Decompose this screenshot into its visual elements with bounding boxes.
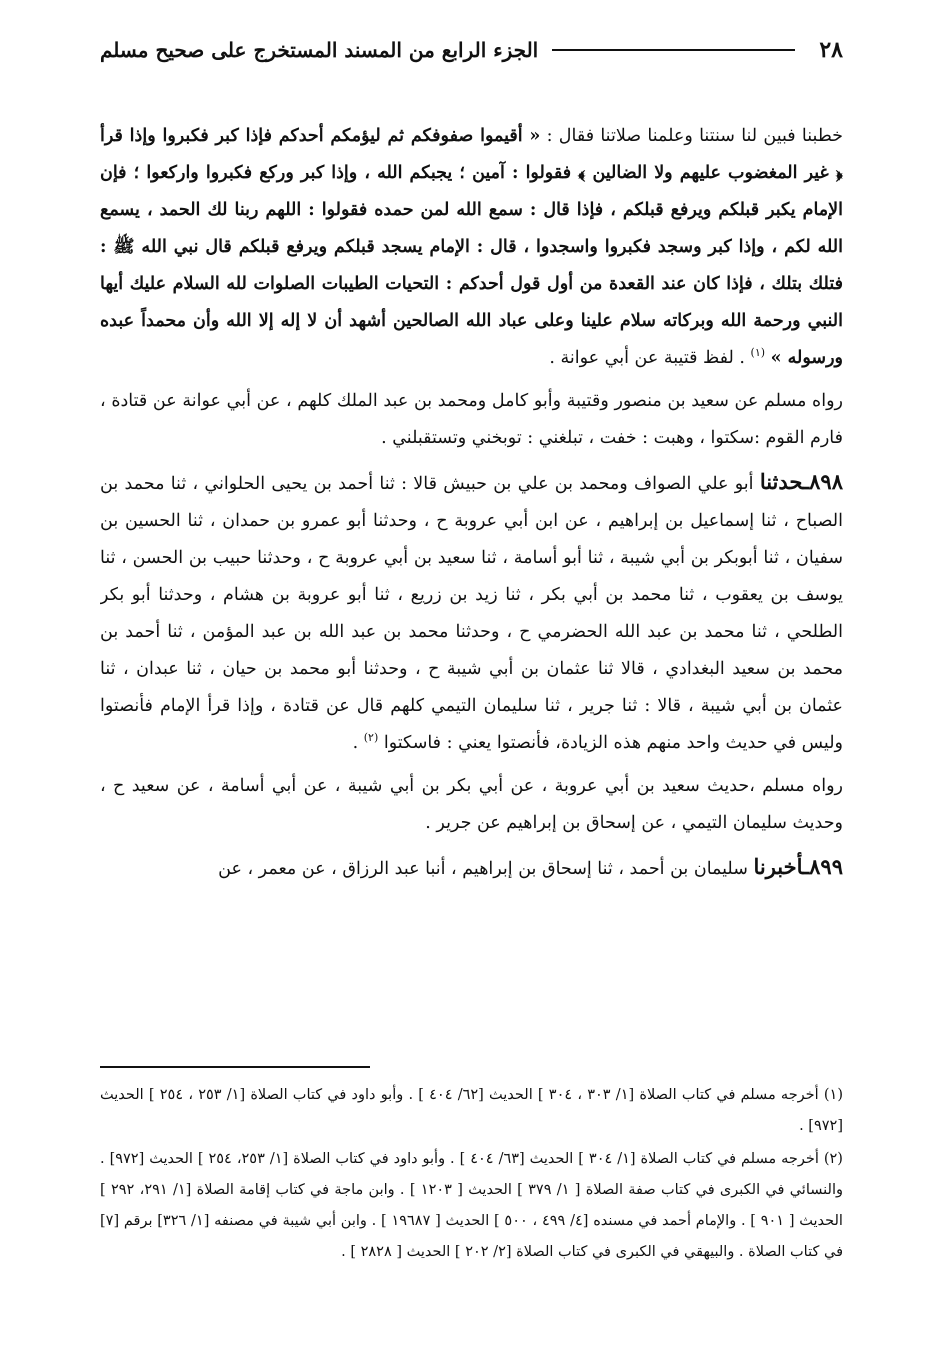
page-number: ٢٨ [819, 37, 843, 63]
attribution-text: . لفظ قتيبة عن أبي عوانة . [549, 348, 745, 368]
hadith-898: ٨٩٨ـحدثنا أبو علي الصواف ومحمد بن علي بن حبيش قالا : ثنا أحمد بن يحيى الحلواني ، ثنا محمد بن الصباح ، ثنا إسماعيل بن إبراهيم ، عن ابن أبي عروبة ح ، وحدثنا أبو عمرو بن حمدان ، ثنا الحسين بن سفيان ، ثنا أبوبكر بن أبي شيبة ، ثنا أبو أسامة ، ثنا سعيد بن أبي عروبة ح ، وحدثنا حبيب بن الحسن ، ثنا يوسف بن يعقوب ، ثنا محمد بن أبي بكر ، ثنا زيد بن زريع ، ثنا أبو عروبة بن هشام ، وحدثنا أبو بكر الطلحي ، ثنا محمد بن عبد الله الحضرمي ح ، وحدثنا محمد بن عبد الله بن عبد المؤمن ، ثنا أحمد بن محمد بن سعيد البغدادي ، قالا ثنا عثمان بن أبي شيبة ح ، وحدثنا أبو محمد بن حيان ، ثنا عبدان ، ثنا عثمان بن أبي شيبة ، قالا : ثنا جرير ، ثنا سليمان التيمي كلهم قال عن قتادة ، وإذا قرأ الإمام فأنصتوا وليس في حديث واحد منهم هذه الزيادة، فأنصتوا يعني : فاسكتوا $^{(٢)}$ . [100, 469, 843, 753]
hadith-899 [100, 848, 843, 888]
hadith-number: ٨٩٨ـ [802, 469, 843, 494]
paragraph-commentary: رواه مسلم عن سعيد بن منصور وقتيبة وأبو كامل ومحمد بن عبد الملك كلهم ، عن أبي عوانة عن قتادة ، فارم القوم :سكتوا ، وهبت : خفت ، تبلغني : توبخني وتستقبلني . [100, 391, 843, 448]
running-title: الجزء الرابع من المسند المستخرج على صحيح مسلم [100, 38, 539, 62]
footnotes [100, 1080, 843, 1350]
hadith-number: ٨٩٩ـ [803, 854, 843, 879]
footnote-ref-1: (١) [750, 346, 766, 360]
intro-text: خطبنا فبين لنا سنتنا وعلمنا صلاتنا فقال : [546, 126, 843, 146]
header-rule [552, 49, 795, 51]
hadith-chain: سليمان بن أحمد ، ثنا إسحاق بن إبراهيم ، أنبا عبد الرزاق ، عن معمر ، عن [218, 859, 748, 879]
footnote-separator [100, 1066, 370, 1068]
page-header [100, 30, 843, 70]
paragraph-hadith-text [100, 118, 843, 377]
footnote-ref-2: (٢) [363, 731, 379, 745]
paragraph-commentary-2: رواه مسلم ،حديث سعيد بن أبي عروبة ، عن أبي بكر بن أبي شيبة ، عن أبي أسامة ، عن سعيد ح ، وحديث سليمان التيمي ، عن إسحاق بن إبراهيم عن جرير . [100, 776, 843, 833]
hadith-chain: أبو علي الصواف ومحمد بن علي بن حبيش قالا : ثنا أحمد بن يحيى الحلواني ، ثنا محمد بن الصباح ، ثنا إسماعيل بن إبراهيم ، عن ابن أبي عروبة ح ، وحدثنا أبو عمرو بن حمدان ، ثنا الحسين بن سفيان ، ثنا أبوبكر بن أبي شيبة ، ثنا أبو أسامة ، ثنا سعيد بن أبي عروبة ح ، وحدثنا حبيب بن الحسن ، ثنا يوسف بن يعقوب ، ثنا محمد بن أبي بكر ، ثنا زيد بن زريع ، ثنا أبو عروبة بن هشام ، وحدثنا أبو بكر الطلحي ، ثنا محمد بن عبد الله الحضرمي ح ، وحدثنا محمد بن عبد الله بن عبد المؤمن ، ثنا أحمد بن محمد بن سعيد البغدادي ، قالا ثنا عثمان بن أبي شيبة ح ، وحدثنا أبو محمد بن حيان ، ثنا عبدان ، ثنا عثمان بن أبي شيبة ، قالا : ثنا جرير ، ثنا سليمان التيمي كلهم قال عن قتادة ، وإذا قرأ الإمام فأنصتوا وليس في حديث واحد منهم هذه الزيادة، فأنصتوا يعني : فاسكتوا [100, 474, 843, 753]
hadith-verb: حدثنا [759, 469, 803, 494]
footnote-1: (١) أخرجه مسلم في كتاب الصلاة [١/ ٣٠٣ ، ٣٠٤ ] الحديث [٦٢/ ٤٠٤ ] . وأبو داود في كتاب الصلاة [١/ ٢٥٣ ، ٢٥٤ ] الحديث [٩٧٢] . [100, 1087, 843, 1134]
main-text [100, 118, 843, 1048]
footnote-2: (٢) أخرجه مسلم في كتاب الصلاة [١/ ٣٠٤ ] الحديث [٦٣/ ٤٠٤ ] . وأبو داود في كتاب الصلاة [١/ ٢٥٣، ٢٥٤ ] الحديث [٩٧٢] . والنسائي في الكبرى في كتاب صفة الصلاة [ ١/ ٣٧٩ ] الحديث [ ١٢٠٣ ] . وابن ماجة في كتاب إقامة الصلاة [١/ ٢٩١، ٢٩٢ ] الحديث [ ٩٠١ ] . والإمام أحمد في مسنده [٤/ ٤٩٩ ، ٥٠٠ ] الحديث [ ١٩٦٨٧ ] . وابن أبي شيبة في مصنفه [١/ ٣٢٦] برقم [٧] في كتاب الصلاة . والبيهقي في الكبرى في كتاب الصلاة [٢/ ٢٠٢ ] الحديث [ ٢٨٢٨ ] . [100, 1151, 843, 1260]
hadith-verb: أخبرنا [753, 854, 803, 879]
quoted-hadith: « أقيموا صفوفكم ثم ليؤمكم أحدكم فإذا كبر فكبروا وإذا قرأ ﴿ غير المغضوب عليهم ولا الضالين ﴾ فقولوا : آمين ؛ يجبكم الله ، وإذا كبر وركع فكبروا واركعوا ؛ فإن الإمام يكبر قبلكم ويرفع قبلكم ، فإذا قال : سمع الله لمن حمده فقولوا : اللهم ربنا لك الحمد ، يسمع الله لكم ، وإذا كبر وسجد فكبروا واسجدوا ، قال : الإمام يسجد قبلكم ويرفع قبلكم قال نبي الله ﷺ : فتلك بتلك ، فإذا كان عند القعدة من أول قول أحدكم : التحيات الطيبات الصلوات لله السلام عليك أيها النبي ورحمة الله وبركاته سلام علينا وعلى عباد الله الصالحين أشهد أن لا إله إلا الله وأن محمداً عبده ورسوله » [100, 126, 843, 368]
